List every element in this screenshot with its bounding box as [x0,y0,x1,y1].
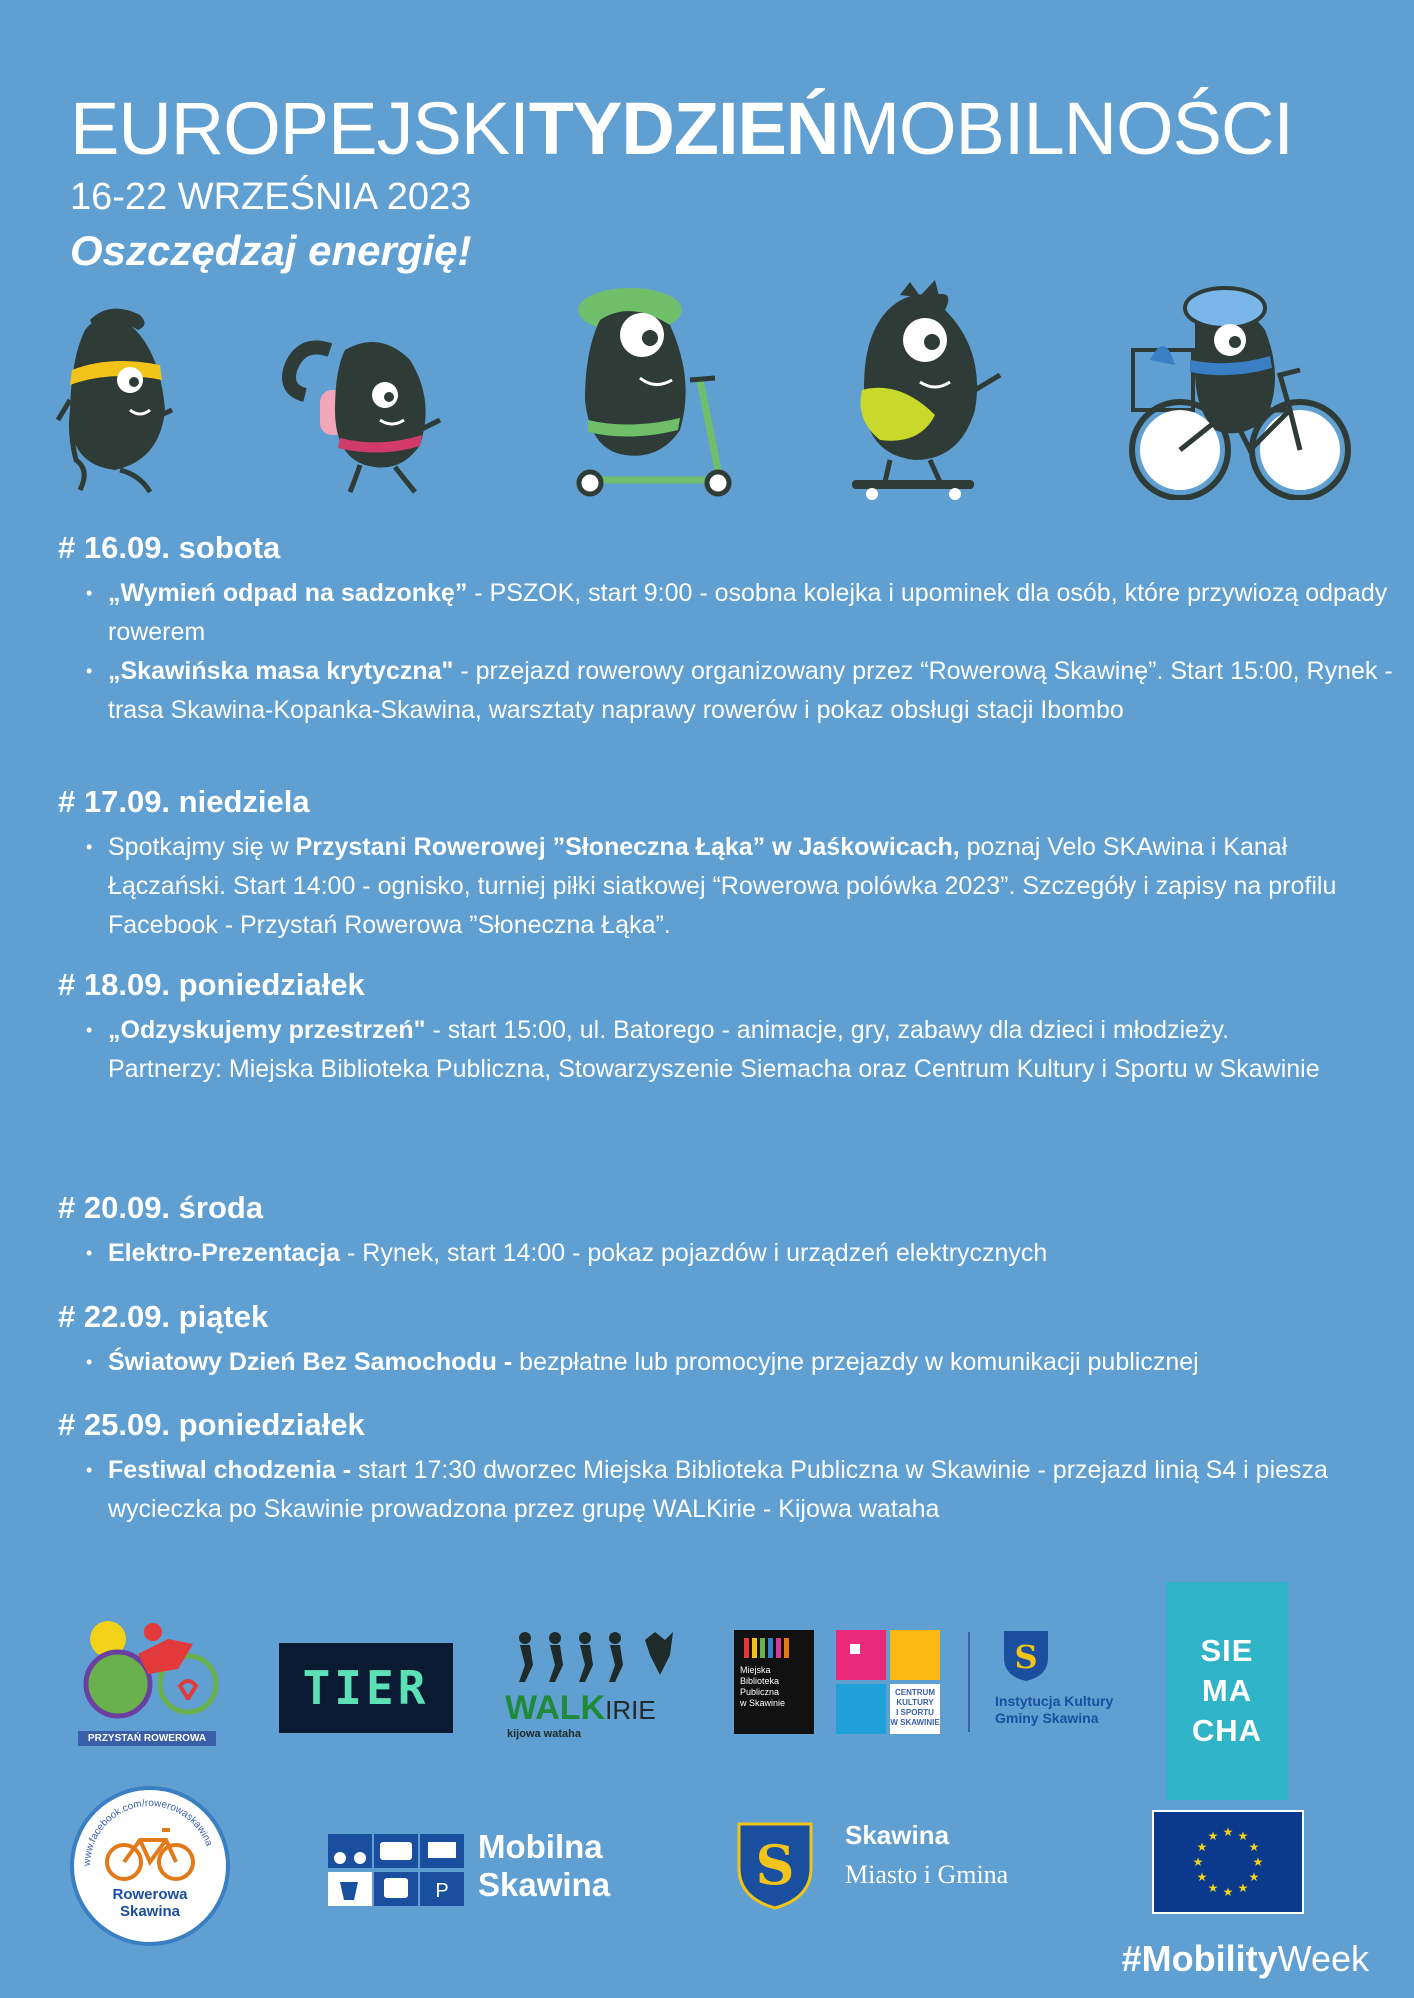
poster-header [70,87,1293,275]
svg-text:★: ★ [1222,1825,1234,1839]
biblioteka-text [740,1665,808,1709]
svg-text:★: ★ [1192,1855,1204,1869]
przystan-bike-icon [78,1614,228,1724]
rowerowa-line: Skawina [119,1903,181,1920]
event-description: - Rynek, start 14:00 - pokaz pojazdów i urządzeń elektrycznych [340,1239,1048,1267]
tier-label: TIER [302,1661,430,1715]
rowerowa-skawina-logo [70,1786,230,1946]
event-list [58,828,1398,945]
day-heading: # 18.09. poniedziałek [58,967,365,1002]
event-dates: 16-22 WRZEŚNIA 2023 [70,176,472,218]
siemacha-line: CHA [1191,1713,1263,1748]
svg-text:★: ★ [1207,1829,1219,1843]
event-name: Przystani Rowerowej ”Słoneczna Łąka” w Jaśkowicach, [295,833,960,861]
skater-mascot [852,280,1000,500]
event-name: „Odzyskujemy przestrzeń" [108,1016,426,1044]
centrum-line: KULTURY [896,1698,934,1707]
event-list [58,1011,1398,1089]
day-heading: # 17.09. niedziela [58,784,310,819]
day-heading: # 16.09. sobota [58,530,281,565]
event-name: Festiwal chodzenia - [108,1456,352,1484]
walkirie-wordmark [505,1690,680,1728]
instytucja-kultury-logo [995,1628,1135,1738]
rowerowa-line: Rowerowa [112,1886,188,1903]
svg-text:★: ★ [1237,1881,1249,1895]
partner-logos [0,1570,1414,1998]
event-description: - PSZOK, start 9:00 - osobna kolejka i upominek dla osób, które przywiozą odpady rowerem [108,579,1388,646]
day-section-25-09 [58,1405,1398,1529]
eu-flag-logo [1152,1810,1304,1914]
biblioteka-line: w Skawinie [740,1698,786,1708]
skawina-coat-of-arms-icon [735,1818,815,1910]
event-description: poznaj Velo SKAwina i Kanał Łączański. Start 14:00 - ognisko, turniej piłki siatkowej “Rowerowa polówka 2023”. Szczegóły i zapisy na profilu Facebook - Przystań Rowerowa ”Słoneczna Łąka”. [108,833,1337,939]
event-description: start 17:30 dworzec Miejska Biblioteka Publiczna w Skawinie - przejazd linią S4 i piesza wycieczka po Skawinie prowadzona przez grupę WALKirie - Kijowa wataha [108,1456,1328,1523]
skawina-line: Miasto i Gmina [845,1860,1009,1889]
day-section-22-09 [58,1297,1398,1382]
mobility-week-hashtag [1122,1938,1369,1980]
siemacha-text [1192,1631,1262,1751]
walkirie-walk: WALK [505,1689,606,1727]
svg-text:★: ★ [1248,1870,1260,1884]
svg-text:S: S [755,1833,795,1897]
biblioteka-line: Publiczna [740,1687,780,1697]
svg-text:★: ★ [1252,1855,1264,1869]
event-motto: Oszczędzaj energię! [70,227,472,274]
instytucja-text [995,1693,1135,1727]
event-list [58,1234,1398,1273]
event-item [108,1451,1398,1529]
siemacha-logo [1166,1582,1288,1800]
event-item [108,828,1398,945]
biblioteka-logo [734,1630,814,1734]
centrum-kultury-logo [836,1630,940,1734]
title-part-europejski: EUROPEJSKI [70,87,529,170]
svg-text:★: ★ [1207,1881,1219,1895]
centrum-line: W SKAWINIE [890,1718,940,1727]
mobilna-line: Mobilna [478,1828,603,1865]
walkirie-logo [505,1630,680,1750]
mobilna-skawina-logo [328,1828,648,1912]
day-section-18-09 [58,965,1398,1089]
title-part-mobilnosci: MOBILNOŚCI [838,87,1293,170]
poster-title [70,87,1293,170]
biblioteka-line: Biblioteka [740,1676,780,1686]
title-part-tydzien: TYDZIEŃ [528,87,839,170]
coat-of-arms-icon [1001,1628,1051,1682]
event-item [108,1343,1398,1382]
event-name: „Wymień odpad na sadzonkę” [108,579,468,607]
biblioteka-line: Miejska [740,1665,771,1675]
event-name: Elektro-Prezentacja [108,1239,341,1267]
event-list [58,1451,1398,1529]
svg-text:★: ★ [1237,1829,1249,1843]
girl-mascot [289,342,440,492]
centrum-line: CENTRUM [895,1688,935,1697]
mobilna-line: Skawina [478,1866,611,1903]
svg-text:★: ★ [1248,1840,1260,1854]
przystan-rowerowa-logo [78,1614,228,1754]
day-section-17-09 [58,782,1398,945]
runner-mascot [58,309,172,492]
instytucja-line: Gminy Skawina [995,1710,1099,1726]
tier-logo [279,1643,453,1733]
event-list [58,1343,1398,1382]
skawina-text [845,1818,1008,1892]
svg-text:★: ★ [1222,1885,1234,1899]
svg-text:P: P [435,1880,449,1902]
rowerowa-url: www.facebook.com/rowerowaskawina [81,1797,215,1867]
day-heading: # 20.09. środa [58,1190,264,1225]
walkers-icon [505,1630,680,1685]
przystan-label: PRZYSTAŃ ROWEROWA [78,1731,216,1746]
event-intro: Spotkajmy się w [108,833,296,861]
event-description: - start 15:00, ul. Batorego - animacje, gry, zabawy dla dzieci i młodzieży. [425,1016,1230,1044]
skawina-line: Skawina [845,1820,950,1850]
svg-text:★: ★ [1196,1870,1208,1884]
event-list [58,574,1398,730]
event-item [108,652,1398,730]
hashtag-bold: #Mobility [1121,1938,1278,1979]
books-icon [740,1634,806,1660]
scooter-mascot [578,288,729,494]
day-heading: # 25.09. poniedziałek [58,1407,365,1442]
walkirie-irie: IRIE [605,1695,656,1725]
instytucja-line: Instytucja Kultury [995,1693,1114,1709]
hashtag-normal: Week [1277,1938,1369,1979]
event-description: bezpłatne lub promocyjne przejazdy w komunikacji publicznej [512,1348,1199,1376]
walkirie-subtitle: kijowa wataha [507,1728,581,1740]
logo-divider [968,1632,970,1732]
cyclist-mascot [1132,288,1348,498]
skawina-miasto-logo [735,1818,1055,1918]
event-item [108,574,1398,652]
rowerowa-text [74,1886,226,1920]
event-name: „Skawińska masa krytyczna" [108,657,454,685]
day-section-20-09 [58,1188,1398,1273]
svg-text:★: ★ [1196,1840,1208,1854]
mobilna-text [478,1828,610,1904]
event-name: Światowy Dzień Bez Samochodu - [108,1348,513,1376]
day-heading: # 22.09. piątek [58,1299,269,1334]
transport-grid-icon [328,1834,464,1906]
centrum-line: I SPORTU [896,1708,934,1717]
event-description: - przejazd rowerowy organizowany przez “Rowerową Skawinę”. Start 15:00, Rynek - trasa Skawina-Kopanka-Skawina, warsztaty naprawy rowerów i pokaz obsługi stacji Ibombo [108,657,1393,724]
event-item [108,1011,1398,1089]
svg-text:S: S [1014,1638,1038,1676]
mascot-illustrations [0,270,1414,500]
siemacha-line: MA [1201,1673,1253,1708]
centrum-text [890,1688,940,1728]
siemacha-line: SIE [1200,1633,1254,1668]
event-partners: Partnerzy: Miejska Biblioteka Publiczna, Stowarzyszenie Siemacha oraz Centrum Kultury i Sportu w Skawinie [108,1055,1320,1083]
day-section-16-09 [58,528,1398,730]
eu-stars-icon [1154,1812,1302,1912]
event-item [108,1234,1398,1273]
